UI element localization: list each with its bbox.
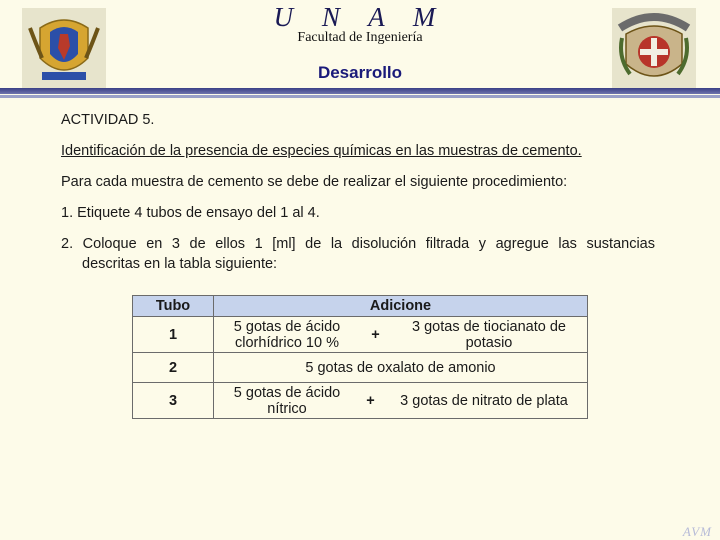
table-header-row [133,296,588,317]
reagent-a: 5 gotas de ácido clorhídrico 10 % [233,318,341,351]
reagent-b: 3 gotas de nitrato de plata [400,392,568,409]
faculty-name: Facultad de Ingeniería [297,30,423,45]
tube-number: 2 [133,353,214,383]
plus-sign: + [366,392,375,409]
column-header-tubo: Tubo [133,296,214,317]
tube-number: 1 [133,317,214,353]
tube-number: 3 [133,383,214,419]
table-row [133,383,588,419]
header-divider-light [0,95,720,98]
activity-label: ACTIVIDAD 5. [61,112,155,128]
procedure-intro: Para cada muestra de cemento se debe de realizar el siguiente procedimiento: [61,174,568,190]
slide-header [0,0,720,92]
reagents-cell [214,383,588,419]
column-header-adicione: Adicione [214,296,588,317]
reagents-table [132,295,588,419]
slide-title: Desarrollo [317,63,403,82]
reagent-a: 5 gotas de ácido nítrico [233,384,341,417]
reagent-b: 3 gotas de tiocianato de potasio [412,318,566,351]
author-watermark: AVM [682,524,712,539]
table-row [133,353,588,383]
reagents-cell [214,317,588,353]
table-row [133,317,588,353]
header-divider [0,88,720,94]
unam-heading: U N A M [273,2,447,32]
reagent-single: 5 gotas de oxalato de amonio [214,353,588,383]
step-2-continued: descritas en la tabla siguiente: [82,256,278,272]
plus-sign: + [371,326,380,343]
activity-objective: Identificación de la presencia de especies químicas en las muestras de cemento. [61,143,582,159]
slide-content [61,112,655,287]
step-1: 1. Etiquete 4 tubos de ensayo del 1 al 4. [61,205,320,221]
step-2: 2. Coloque en 3 de ellos 1 [ml] de la disolución filtrada y agregue las sustancias [61,236,655,252]
